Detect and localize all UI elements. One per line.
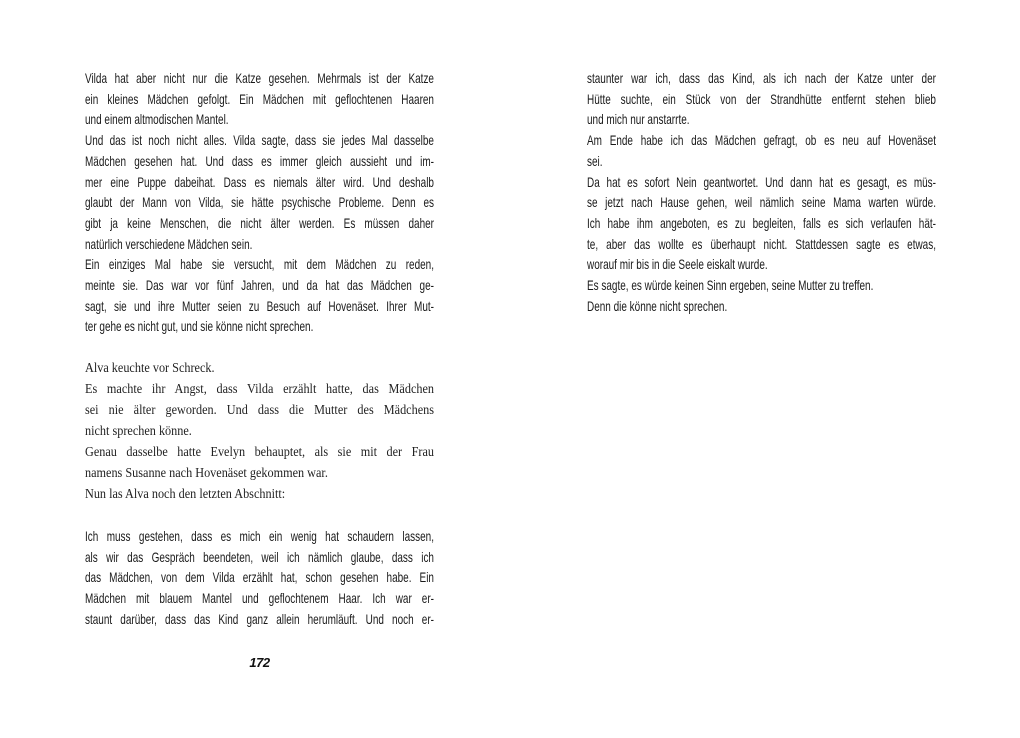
- text-line: Nun las Alva noch den letzten Abschnitt:: [85, 486, 286, 502]
- text-line: staunt darüber, dass das Kind ganz allein herumläuft. Und noch er-: [85, 610, 434, 627]
- right-page: [587, 68, 936, 316]
- text-line: Und das ist noch nicht alles. Vilda sagte, dass sie jedes Mal dasselbe: [85, 132, 434, 149]
- text-line: als wir das Gespräch beendeten, weil ich nämlich glaube, dass ich: [85, 548, 434, 565]
- text-line: gibt ja keine Menschen, die nicht älter werden. Es müssen daher: [85, 214, 434, 231]
- text-line: worauf mir bis in die Seele eiskalt wurde.: [587, 256, 768, 273]
- text-line: sagt, sie und ihre Mutter seien zu Besuch auf Hovenäset. Ihrer Mut-: [85, 297, 434, 314]
- text-line: Da hat es sofort Nein geantwortet. Und dann hat es gesagt, es müs-: [587, 173, 936, 190]
- text-line: Alva keuchte vor Schreck.: [85, 361, 215, 377]
- text-block-diary-1: [85, 68, 434, 337]
- text-block-diary-2: [85, 526, 434, 630]
- text-line: sei.: [587, 152, 603, 169]
- text-line: te, aber das wollte es überhaupt nicht. Stattdessen sagte es etwas,: [587, 235, 936, 252]
- text-line: das Mädchen, von dem Vilda erzählt hat, schon gesehen habe. Ein: [85, 569, 434, 586]
- text-block-narrative: [85, 359, 434, 505]
- text-line: Hütte suchte, ein Stück von der Strandhütte entfernt stehen blieb: [587, 90, 936, 107]
- text-line: natürlich verschiedene Mädchen sein.: [85, 235, 253, 252]
- text-line: Mädchen mit blauem Mantel und geflochtenem Haar. Ich war er-: [85, 590, 434, 607]
- text-line: Es sagte, es würde keinen Sinn ergeben, seine Mutter zu treffen.: [587, 277, 874, 294]
- text-line: nicht sprechen könne.: [85, 423, 192, 439]
- text-block-diary-3: [587, 68, 936, 316]
- text-line: Ein einziges Mal habe sie versucht, mit dem Mädchen zu reden,: [85, 256, 434, 273]
- text-line: Ich habe ihm angeboten, es zu begleiten, falls es sich verlaufen hät-: [587, 214, 936, 231]
- left-page: [85, 68, 434, 670]
- text-line: mer eine Puppe dabeihat. Dass es niemals älter wird. Und deshalb: [85, 173, 434, 190]
- text-line: Denn die könne nicht sprechen.: [587, 297, 728, 314]
- text-line: Mädchen gesehen hat. Und dass es immer gleich aussieht und im-: [85, 152, 434, 169]
- text-line: Ich muss gestehen, dass es mich ein wenig hat schaudern lassen,: [85, 527, 434, 544]
- text-line: ter gehe es nicht gut, und sie könne nicht sprechen.: [85, 318, 314, 335]
- text-line: ein kleines Mädchen gefolgt. Ein Mädchen mit geflochtenen Haaren: [85, 90, 434, 107]
- text-line: se jetzt nach Hause gehen, weil nämlich seine Mama warten würde.: [587, 194, 936, 211]
- text-line: und einem altmodischen Mantel.: [85, 111, 229, 128]
- text-line: Am Ende habe ich das Mädchen gefragt, ob es neu auf Hovenäset: [587, 132, 936, 149]
- text-line: meinte sie. Das war vor fünf Jahren, und da hat das Mädchen ge-: [85, 277, 434, 294]
- text-line: Genau dasselbe hatte Evelyn behauptet, als sie mit der Frau: [85, 444, 434, 460]
- text-line: staunter war ich, dass das Kind, als ich nach der Katze unter der: [587, 70, 936, 86]
- text-line: namens Susanne nach Hovenäset gekommen war.: [85, 465, 328, 481]
- text-line: sei nie älter geworden. Und dass die Mutter des Mädchens: [85, 402, 434, 418]
- text-line: Es machte ihr Angst, dass Vilda erzählt hatte, das Mädchen: [85, 382, 434, 398]
- text-line: glaubt der Mann von Vilda, sie hätte psychische Probleme. Denn es: [85, 194, 434, 211]
- text-line: Vilda hat aber nicht nur die Katze gesehen. Mehrmals ist der Katze: [85, 70, 434, 86]
- page-number: 172: [249, 655, 270, 670]
- text-line: und mich nur anstarrte.: [587, 111, 690, 128]
